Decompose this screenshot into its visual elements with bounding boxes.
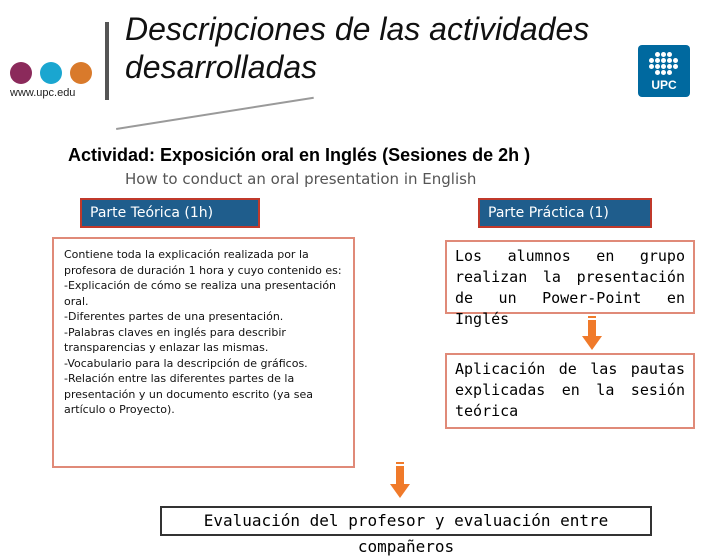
arrow-down-icon [390,462,410,500]
theory-line: -Palabras claves en inglés para describir [64,325,286,339]
upc-logo-dots [649,52,679,76]
decorative-line [116,97,314,130]
logo-dot-cyan [40,62,62,84]
theory-line: presentación y un documento escrito (ya sea [64,387,313,401]
practice-step-presentation: Los alumnos en grupo realizan la presentación de un Power-Point en Inglés [445,240,695,314]
upc-logo [638,45,690,97]
theory-line: Contiene toda la explicación realizada por la [64,248,309,261]
page-title: Descripciones de las actividades desarrolladas [125,11,590,85]
theory-line: profesora de duración 1 hora y cuyo contenido es: [64,263,342,277]
theory-line: -Explicación de cómo se realiza una presentación [64,279,337,292]
logo-url: www.upc.edu [10,87,76,99]
activity-subtitle: How to conduct an oral presentation in English [125,170,477,188]
theory-line: -Diferentes partes de una presentación. [64,310,284,323]
activity-title: Actividad: Exposición oral en Inglés (Sesiones de 2h ) [68,145,531,165]
header-divider [105,22,109,100]
arrow-down-icon [582,316,602,352]
practice-step-application: Aplicación de las pautas explicadas en la sesión teórica [445,353,695,429]
logo-dot-orange [70,62,92,84]
theory-line: oral. [64,294,89,308]
theory-line: artículo o Proyecto). [64,403,175,416]
theory-line: -Vocabulario para la descripción de gráficos. [64,356,308,370]
evaluation-box: Evaluación del profesor y evaluación entre compañeros [160,506,652,536]
upc-web-logo [10,62,100,84]
upc-logo-text: UPC [651,78,677,92]
theory-description-box [52,237,355,468]
theory-header: Parte Teórica (1h) [80,198,260,228]
logo-dot-purple [10,62,32,84]
theory-line: -Relación entre las diferentes partes de la [64,372,295,385]
theory-line: transparencias y enlazar las mismas. [64,341,269,354]
practice-header: Parte Práctica (1) [478,198,652,228]
